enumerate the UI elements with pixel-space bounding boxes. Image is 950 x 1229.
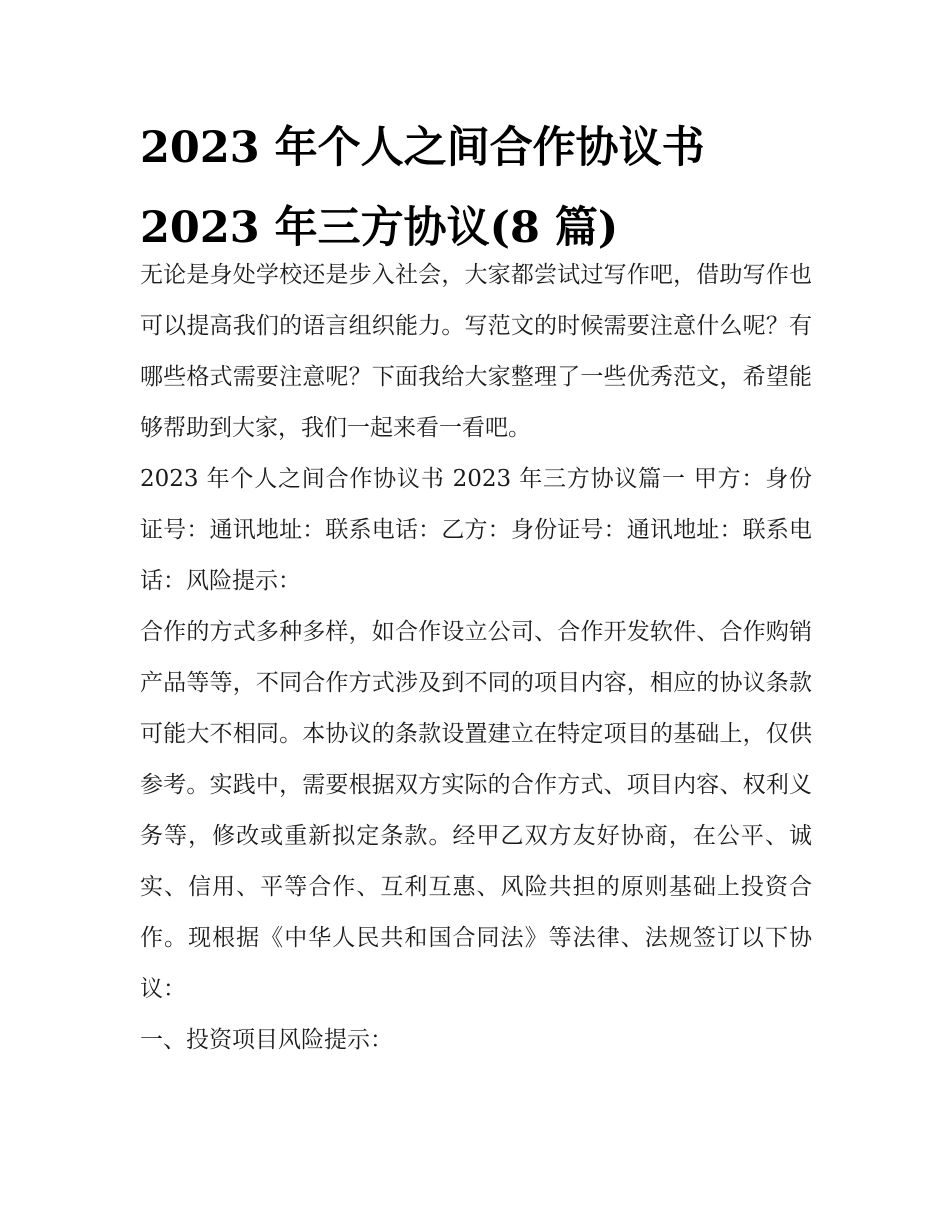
section-heading-1: 一、投资项目风险提示：	[140, 1027, 393, 1053]
document-title-line-2: 2023 年三方协议(8 篇)	[140, 203, 619, 253]
document-body	[140, 250, 812, 1066]
intro-paragraph: 无论是身处学校还是步入社会，大家都尝试过写作吧，借助写作也可以提高我们的语言组织能力。写范文的时候需要注意什么呢？有哪些格式需要注意呢？下面我给大家整理了一些优秀范文，希望能够帮助到大家，我们一起来看一看吧。	[140, 262, 812, 441]
parties-paragraph: 2023 年个人之间合作协议书 2023 年三方协议篇一 甲方：身份证号：通讯地址：联系电话：乙方：身份证号：通讯地址：联系电话：风险提示：	[140, 466, 812, 594]
risk-notice-paragraph: 合作的方式多种多样，如合作设立公司、合作开发软件、合作购销产品等等，不同合作方式涉及到不同的项目内容，相应的协议条款可能大不相同。本协议的条款设置建立在特定项目的基础上，仅供参考。实践中，需要根据双方实际的合作方式、项目内容、权利义务等，修改或重新拟定条款。经甲乙双方友好协商，在公平、诚实、信用、平等合作、互利互惠、风险共担的原则基础上投资合作。现根据《中华人民共和国合同法》等法律、法规签订以下协议：	[140, 619, 812, 1002]
document-title-line-1: 2023 年个人之间合作协议书	[140, 123, 705, 173]
